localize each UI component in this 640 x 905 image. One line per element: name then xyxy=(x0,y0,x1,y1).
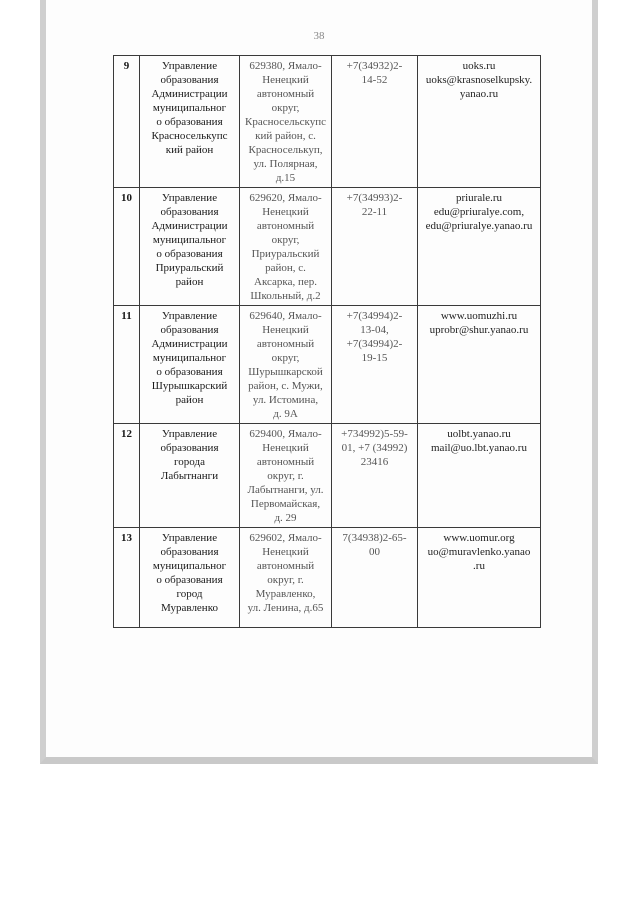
cell-line: автономный xyxy=(256,560,315,572)
row-number-cell: 9 xyxy=(114,56,140,188)
cell-line: .ru xyxy=(473,560,485,572)
cell-line: Шурышкарской xyxy=(248,366,323,378)
cell-line: округ, г. xyxy=(267,574,304,586)
cell-line: +7(34994)2- xyxy=(346,338,403,350)
cell-line: Ненецкий xyxy=(262,206,309,218)
row-number-cell: 10 xyxy=(114,188,140,306)
address-cell xyxy=(240,528,332,628)
education-departments-table xyxy=(113,55,541,628)
page-number: 38 xyxy=(313,30,325,42)
cell-line: автономный xyxy=(256,338,315,350)
cell-line: Администрации xyxy=(151,88,228,100)
cell-line: район, с. xyxy=(265,262,306,274)
cell-line: округ, xyxy=(271,102,300,114)
document-page xyxy=(40,0,598,764)
cell-line: Управление xyxy=(161,192,218,204)
cell-line: www.uomuzhi.ru xyxy=(440,310,518,322)
cell-line: образования xyxy=(160,74,219,86)
cell-line: Первомайская, xyxy=(250,498,321,510)
cell-line: ул. Ленина, д.65 xyxy=(247,602,324,614)
cell-line: 14-52 xyxy=(361,74,388,86)
row-number-cell: 12 xyxy=(114,424,140,528)
cell-line: Ненецкий xyxy=(262,546,309,558)
cell-line: кий район xyxy=(165,144,214,156)
phone-cell xyxy=(332,306,418,424)
cell-line: www.uomur.org xyxy=(443,532,515,544)
phone-cell xyxy=(332,188,418,306)
cell-line: д. 9А xyxy=(273,408,298,420)
cell-line: 00 xyxy=(369,546,380,558)
cell-line: Администрации xyxy=(151,220,228,232)
cell-line: о образования xyxy=(156,248,223,260)
table-row xyxy=(114,188,541,306)
cell-line: 13-04, xyxy=(360,324,389,336)
row-number-cell: 13 xyxy=(114,528,140,628)
cell-line: 629400, Ямало- xyxy=(249,428,322,440)
cell-line: Приуральский xyxy=(251,248,320,260)
cell-line: mail@uo.lbt.yanao.ru xyxy=(431,442,527,454)
cell-line: Ненецкий xyxy=(262,324,309,336)
cell-line: д. 29 xyxy=(274,512,297,524)
cell-line: Красноселькупс xyxy=(151,130,228,142)
cell-line: район, с. Мужи, xyxy=(248,380,323,392)
department-name-cell xyxy=(140,306,240,424)
phone-cell xyxy=(332,56,418,188)
cell-line: образования xyxy=(160,206,219,218)
website-email-cell xyxy=(418,528,541,628)
cell-line: 19-15 xyxy=(361,352,388,364)
cell-line: Приуральский xyxy=(155,262,224,274)
cell-line: uoks@krasnoselkupsky. xyxy=(425,74,533,86)
address-cell xyxy=(240,424,332,528)
cell-line: Аксарка, пер. xyxy=(254,276,317,288)
department-name-cell xyxy=(140,424,240,528)
cell-line: +7(34993)2- xyxy=(346,192,403,204)
website-email-cell xyxy=(418,306,541,424)
table-row xyxy=(114,528,541,628)
cell-line: +7(34932)2- xyxy=(346,60,403,72)
cell-line: 23416 xyxy=(360,456,389,468)
cell-line: 629602, Ямало- xyxy=(249,532,322,544)
cell-line: uolbt.yanao.ru xyxy=(447,428,511,440)
cell-line: автономный xyxy=(256,220,315,232)
cell-line: +7(34994)2- xyxy=(346,310,403,322)
website-email-cell xyxy=(418,56,541,188)
cell-line: автономный xyxy=(256,88,315,100)
cell-line: Лабытнанги, ул. xyxy=(247,484,324,496)
cell-line: uo@muravlenko.yanao xyxy=(427,546,531,558)
table-row xyxy=(114,306,541,424)
cell-line: yanao.ru xyxy=(459,88,499,100)
cell-line: ул. Полярная, xyxy=(253,158,318,170)
cell-line: образования xyxy=(160,442,219,454)
cell-line: Муравленко xyxy=(161,602,218,614)
address-cell xyxy=(240,56,332,188)
cell-line: uoks.ru xyxy=(462,60,496,72)
cell-line: Лабытнанги xyxy=(160,470,219,482)
cell-line: о образования xyxy=(156,574,223,586)
department-name-cell xyxy=(140,188,240,306)
cell-line: округ, г. xyxy=(267,470,304,482)
row-number-cell: 11 xyxy=(114,306,140,424)
cell-line: район xyxy=(175,276,204,288)
table-row xyxy=(114,424,541,528)
cell-line: Управление xyxy=(161,532,218,544)
cell-line: ул. Истомина, xyxy=(252,394,319,406)
cell-line: города xyxy=(174,456,205,468)
cell-line: о образования xyxy=(156,116,223,128)
cell-line: 629620, Ямало- xyxy=(249,192,322,204)
table-row xyxy=(114,56,541,188)
cell-line: Муравленко, xyxy=(255,588,316,600)
department-name-cell xyxy=(140,56,240,188)
cell-line: Красноселькуп, xyxy=(248,144,323,156)
cell-line: +734992)5-59- xyxy=(341,428,408,440)
cell-line: Управление xyxy=(161,310,218,322)
cell-line: муниципальног xyxy=(152,102,227,114)
cell-line: муниципальног xyxy=(152,560,227,572)
cell-line: 01, +7 (34992) xyxy=(341,442,408,454)
cell-line: о образования xyxy=(156,366,223,378)
cell-line: Школьный, д.2 xyxy=(250,290,321,302)
cell-line: образования xyxy=(160,324,219,336)
cell-line: Красносельскупс xyxy=(244,116,326,128)
cell-line: округ, xyxy=(271,352,300,364)
cell-line: 7(34938)2-65- xyxy=(342,532,407,544)
cell-line: edu@priuralye.yanao.ru xyxy=(425,220,533,232)
cell-line: Управление xyxy=(161,60,218,72)
cell-line: образования xyxy=(160,546,219,558)
website-email-cell xyxy=(418,424,541,528)
cell-line: д.15 xyxy=(275,172,296,184)
department-name-cell xyxy=(140,528,240,628)
cell-line: муниципальног xyxy=(152,234,227,246)
website-email-cell xyxy=(418,188,541,306)
phone-cell xyxy=(332,528,418,628)
cell-line: Управление xyxy=(161,428,218,440)
cell-line: район xyxy=(175,394,204,406)
address-cell xyxy=(240,306,332,424)
cell-line: муниципальног xyxy=(152,352,227,364)
cell-line: Администрации xyxy=(151,338,228,350)
phone-cell xyxy=(332,424,418,528)
cell-line: 629380, Ямало- xyxy=(249,60,322,72)
cell-line: Ненецкий xyxy=(262,74,309,86)
cell-line: Шурышкарский xyxy=(151,380,228,392)
cell-line: город xyxy=(176,588,203,600)
cell-line: округ, xyxy=(271,234,300,246)
cell-line: priurale.ru xyxy=(455,192,503,204)
cell-line: кий район, с. xyxy=(255,130,316,142)
cell-line: Ненецкий xyxy=(262,442,309,454)
cell-line: 22-11 xyxy=(361,206,388,218)
cell-line: uprobr@shur.yanao.ru xyxy=(429,324,529,336)
cell-line: 629640, Ямало- xyxy=(249,310,322,322)
cell-line: edu@priuralye.com, xyxy=(433,206,525,218)
address-cell xyxy=(240,188,332,306)
cell-line: автономный xyxy=(256,456,315,468)
